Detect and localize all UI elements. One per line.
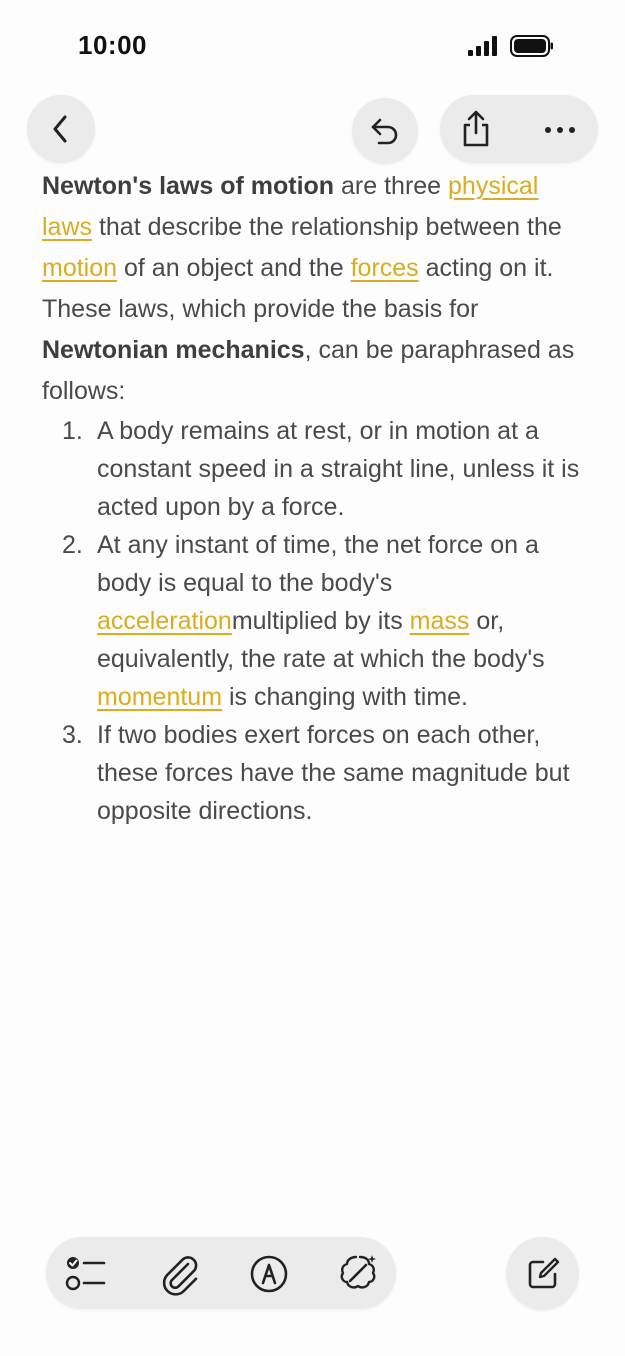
share-icon[interactable]: [456, 109, 496, 149]
intro-paragraph: Newton's laws of motion are three physical laws that describe the relationship between the motion of an object and the forces acting on it. These laws, which provide the basis for Newtonian mechanics, can be paraphrased as follows:: [42, 172, 575, 405]
list-number: 2.: [62, 531, 83, 559]
status-bar: [0, 0, 625, 90]
list-number: 3.: [62, 721, 83, 749]
markup-pen-icon[interactable]: [247, 1252, 291, 1296]
battery-icon: [510, 35, 554, 57]
link-mass[interactable]: mass: [409, 607, 470, 635]
list-number: 1.: [62, 417, 83, 445]
note-body[interactable]: [42, 166, 587, 830]
link-momentum[interactable]: momentum: [97, 683, 223, 711]
list-item: 2. At any instant of time, the net force on a body is equal to the body's accelerationmultiplied by its mass or, equivalently, the rate at which the body's momentum is changing with time.: [42, 526, 587, 716]
list-item: 3. If two bodies exert forces on each other, these forces have the same magnitude but opposite directions.: [42, 716, 587, 830]
link-acceleration[interactable]: acceleration: [97, 607, 232, 635]
compose-button[interactable]: [506, 1237, 579, 1310]
compose-icon: [523, 1254, 563, 1294]
undo-button[interactable]: [352, 98, 418, 164]
link-forces[interactable]: forces: [350, 254, 419, 282]
undo-icon: [365, 111, 405, 151]
laws-list: [42, 412, 587, 830]
note-title: Newton's laws of motion: [42, 172, 335, 200]
chevron-left-icon: [47, 111, 75, 147]
link-motion[interactable]: motion: [42, 254, 118, 282]
more-icon[interactable]: [540, 120, 580, 140]
back-button[interactable]: [27, 95, 95, 163]
writing-tools-icon[interactable]: [336, 1251, 380, 1295]
link-physical-laws[interactable]: physical laws: [42, 172, 539, 241]
status-time: 10:00: [78, 30, 147, 60]
list-item: 1. A body remains at rest, or in motion at a constant speed in a straight line, unless it is acted upon by a force.: [42, 412, 587, 526]
newtonian-mechanics: Newtonian mechanics: [42, 336, 305, 364]
paperclip-icon[interactable]: [158, 1252, 202, 1296]
checklist-icon[interactable]: [64, 1252, 108, 1296]
signal-icon: [467, 36, 501, 56]
